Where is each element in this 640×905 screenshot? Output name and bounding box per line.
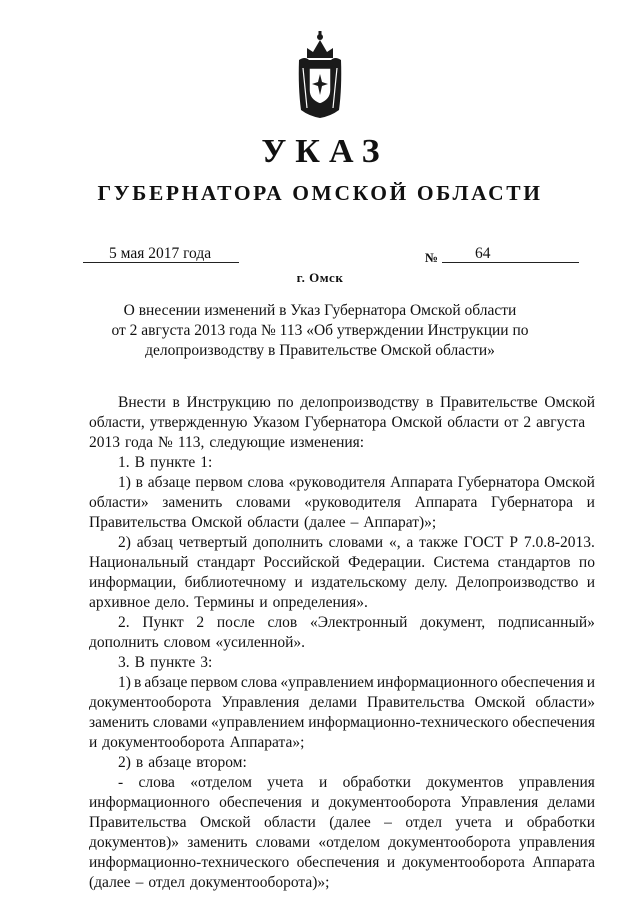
document-body	[89, 393, 595, 893]
body-line: области» заменить словами «руководителя Аппарата Губернатора и	[89, 494, 595, 511]
body-line: заменить словами «управлением информационно-технического обеспечения	[89, 714, 595, 731]
body-line: 2. Пункт 2 после слов «Электронный документ, подписанный»	[118, 614, 595, 631]
body-line: Правительства Омской области (далее – Аппарат)»;	[89, 514, 437, 531]
coat-of-arms-icon	[295, 28, 345, 128]
body-line: дополнить словом «усиленной».	[89, 634, 306, 651]
body-line: - слова «отделом учета и обработки документов управления	[118, 774, 595, 791]
body-line: (далее – отдел документооборота)»;	[89, 874, 330, 891]
body-line: информационно-технического обеспечения и документооборота Аппарата	[89, 854, 595, 871]
body-line: Национальный стандарт Российской Федерации. Система стандартов по	[89, 554, 595, 571]
document-date: 5 мая 2017 года	[83, 245, 239, 263]
body-line: и документооборота Аппарата»;	[89, 734, 305, 751]
body-line: 3. В пункте 3:	[118, 654, 213, 671]
body-line: 2) в абзаце втором:	[118, 754, 247, 771]
subject-line: от 2 августа 2013 года № 113 «Об утверждении Инструкции по	[111, 322, 529, 339]
body-line: архивное дело. Термины и определения».	[89, 594, 368, 611]
body-line: 1) в абзаце первом слова «управлением информационного обеспечения и	[118, 674, 595, 691]
number-sign: №	[425, 250, 439, 265]
document-subject	[0, 301, 640, 361]
body-line: документов)» заменить словами «отделом документооборота управления	[89, 834, 595, 851]
document-number: 64	[442, 245, 579, 263]
body-line: информационного обеспечения и документооборота Управления делами	[89, 794, 595, 811]
body-line: 2) абзац четвертый дополнить словами «, а также ГОСТ Р 7.0.8-2013.	[118, 534, 595, 551]
body-line: 1. В пункте 1:	[118, 454, 213, 471]
body-line: Правительства Омской области (далее – отдел учета и обработки	[89, 814, 595, 831]
body-line: информации, библиотечному и издательскому делу. Делопроизводство и	[89, 574, 595, 591]
document-subtitle: ГУБЕРНАТОРА ОМСКОЙ ОБЛАСТИ	[97, 181, 543, 205]
body-line: документооборота Управления делами Правительства Омской области»	[89, 694, 595, 711]
body-line: 2013 года № 113, следующие изменения:	[89, 434, 365, 451]
subject-line: делопроизводству в Правительстве Омской области»	[145, 342, 495, 359]
document-title: УКАЗ	[261, 133, 389, 170]
body-line: области, утвержденную Указом Губернатора Омской области от 2 августа	[89, 414, 586, 431]
document-city: г. Омск	[296, 270, 344, 285]
body-line: Внести в Инструкцию по делопроизводству в Правительстве Омской	[118, 394, 595, 411]
body-line: 1) в абзаце первом слова «руководителя Аппарата Губернатора Омской	[118, 474, 595, 491]
subject-line: О внесении изменений в Указ Губернатора Омской области	[123, 302, 517, 319]
